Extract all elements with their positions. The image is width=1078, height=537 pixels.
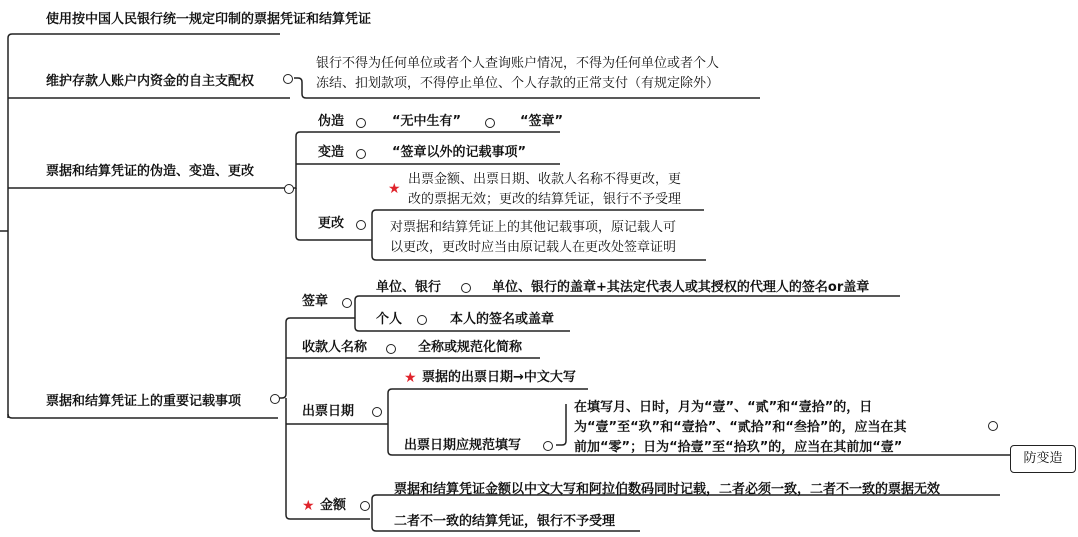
amount-detail-2: 二者不一致的结算凭证，银行不予受理 <box>394 514 616 529</box>
star-icon: ★ <box>404 370 417 386</box>
topic-account-funds-control: 维护存款人账户内资金的自主支配权 <box>46 74 255 89</box>
change-detail-1-line2: 改的票据无效；更改的结算凭证，银行不予受理 <box>408 192 682 207</box>
collapse-circle-icon[interactable] <box>543 441 553 451</box>
collapse-circle-icon[interactable] <box>283 74 293 84</box>
star-icon: ★ <box>302 498 315 514</box>
amount-detail-1: 票据和结算凭证金额以中文大写和阿拉伯数码同时记载，二者必须一致，二者不一致的票据无效 <box>394 482 941 497</box>
signature-person-label: 个人 <box>376 312 403 327</box>
signature-org-label: 单位、银行 <box>376 280 442 295</box>
change-label: 更改 <box>318 216 345 231</box>
anti-alteration-callout: 防变造 <box>1010 445 1076 473</box>
issue-date-rule-line2: 为“壹”至“玖”和“壹拾”、“贰拾”和“叁拾”的，应当在其 <box>574 420 907 435</box>
collapse-circle-icon[interactable] <box>417 315 427 325</box>
alteration-item-1: “签章以外的记载事项” <box>392 145 527 160</box>
issue-date-rule-line1: 在填写月、日时，月为“壹”、“贰”和“壹拾”的，日 <box>574 400 873 415</box>
issue-date-label: 出票日期 <box>302 404 355 419</box>
issue-date-rule-line3: 前加“零”；日为“拾壹”至“拾玖”的，应当在其前加“壹” <box>574 440 903 455</box>
issue-date-rule-label: 出票日期应规范填写 <box>404 438 522 453</box>
collapse-circle-icon[interactable] <box>360 501 370 511</box>
forgery-item-2: “签章” <box>520 114 564 129</box>
topic-key-entries: 票据和结算凭证上的重要记载事项 <box>46 394 242 409</box>
signature-label: 签章 <box>302 294 329 309</box>
collapse-circle-icon[interactable] <box>356 118 366 128</box>
topic-official-vouchers: 使用按中国人民银行统一规定印制的票据凭证和结算凭证 <box>46 12 372 27</box>
change-detail-2-line1: 对票据和结算凭证上的其他记载事项，原记载人可 <box>390 220 677 235</box>
collapse-circle-icon[interactable] <box>356 149 366 159</box>
collapse-circle-icon[interactable] <box>386 344 396 354</box>
collapse-circle-icon[interactable] <box>485 118 495 128</box>
collapse-circle-icon[interactable] <box>356 220 366 230</box>
collapse-circle-icon[interactable] <box>372 407 382 417</box>
collapse-circle-icon[interactable] <box>342 298 352 308</box>
alteration-label: 变造 <box>318 145 345 160</box>
change-detail-1-line1: 出票金额、出票日期、收款人名称不得更改，更 <box>408 172 682 187</box>
issue-date-chinese-caps: 票据的出票日期→中文大写 <box>422 370 576 385</box>
star-icon: ★ <box>388 181 401 197</box>
collapse-circle-icon[interactable] <box>284 184 294 194</box>
collapse-circle-icon[interactable] <box>270 394 280 404</box>
funds-control-detail-line2: 冻结、扣划款项，不得停止单位、个人存款的正常支付（有规定除外） <box>316 76 720 91</box>
forgery-label: 伪造 <box>318 114 345 129</box>
funds-control-detail-line1: 银行不得为任何单位或者个人查询账户情况，不得为任何单位或者个人 <box>316 56 720 71</box>
payee-label: 收款人名称 <box>302 340 368 355</box>
topic-forgery-alteration: 票据和结算凭证的伪造、变造、更改 <box>46 164 255 179</box>
forgery-item-1: “无中生有” <box>392 114 462 129</box>
collapse-circle-icon[interactable] <box>461 283 471 293</box>
signature-org-detail: 单位、银行的盖章+其法定代表人或其授权的代理人的签名or盖章 <box>492 280 870 295</box>
signature-person-detail: 本人的签名或盖章 <box>450 312 555 327</box>
amount-label: 金额 <box>320 498 347 513</box>
change-detail-2-line2: 以更改，更改时应当由原记载人在更改处签章证明 <box>390 240 677 255</box>
payee-detail: 全称或规范化简称 <box>418 340 523 355</box>
collapse-circle-icon[interactable] <box>988 421 998 431</box>
